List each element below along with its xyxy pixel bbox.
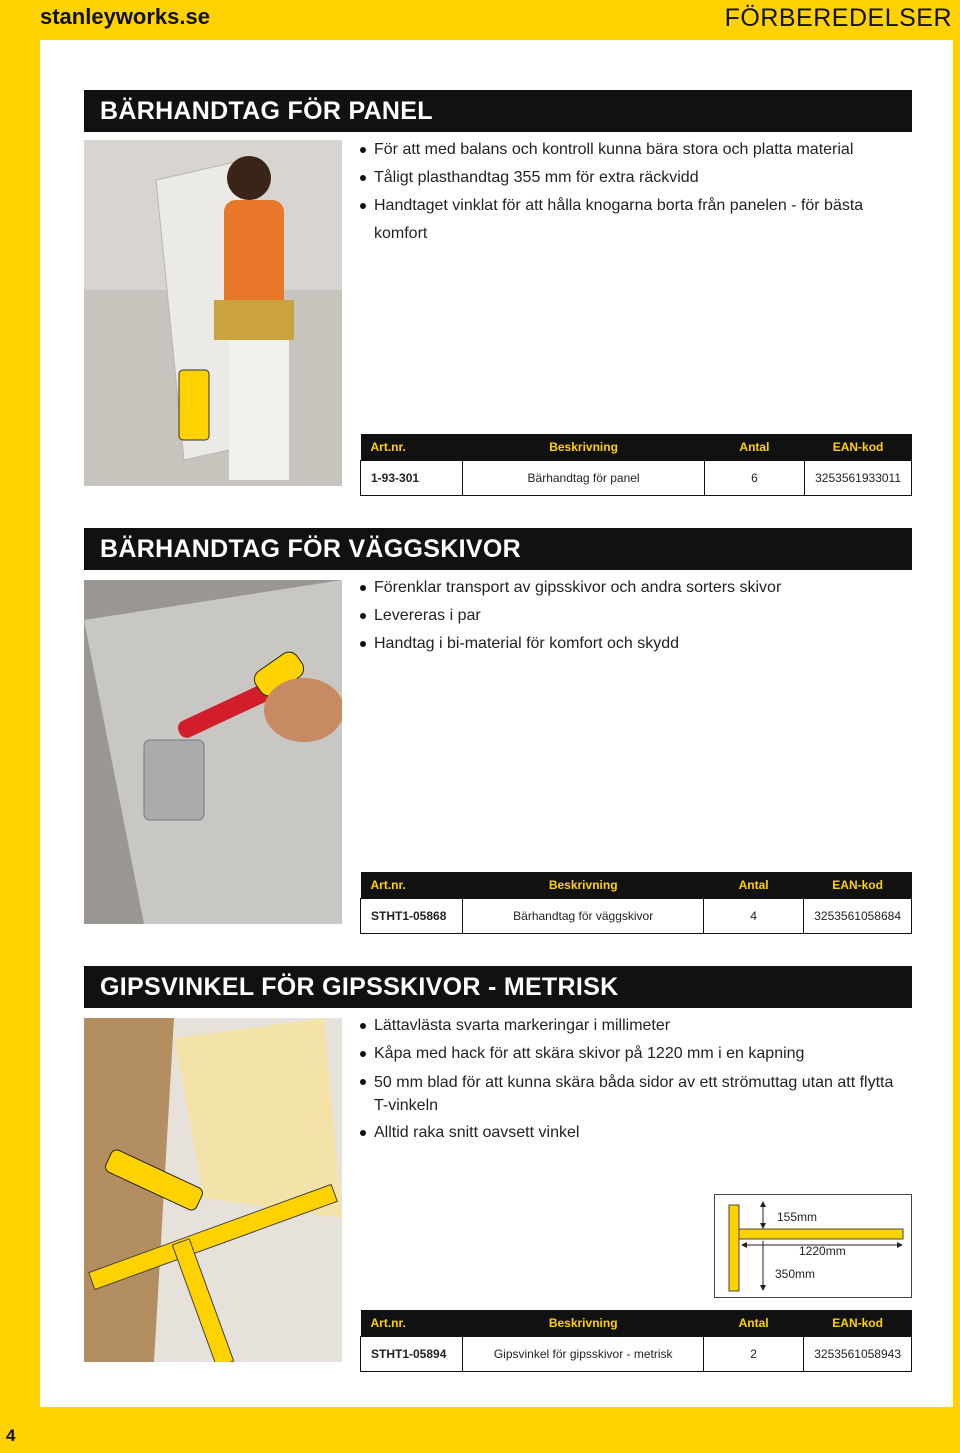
dimension-diagram — [714, 1194, 912, 1298]
cell-desc: Bärhandtag för väggskivor — [463, 899, 704, 934]
dimension-label: 1220mm — [799, 1244, 846, 1258]
feature-item: För att med balans och kontroll kunna bära stora och platta material — [360, 136, 910, 164]
product-table — [360, 434, 912, 496]
dimension-label: 350mm — [775, 1267, 816, 1281]
col-ean: EAN-kod — [805, 434, 912, 461]
site-name[interactable]: stanleyworks.se — [40, 4, 210, 29]
page-number: 4 — [6, 1426, 16, 1445]
table-row — [361, 899, 912, 934]
feature-item: Handtag i bi-material för komfort och skydd — [360, 630, 910, 658]
product-table — [360, 1310, 912, 1372]
feature-list — [360, 1012, 910, 1147]
col-ean: EAN-kod — [804, 1310, 912, 1337]
col-desc: Beskrivning — [463, 434, 704, 461]
product-title: GIPSVINKEL FÖR GIPSSKIVOR - METRISK — [84, 966, 912, 1008]
cell-art: STHT1-05868 — [361, 899, 463, 934]
product-title: BÄRHANDTAG FÖR PANEL — [84, 90, 912, 132]
feature-item: Förenklar transport av gipsskivor och andra sorters skivor — [360, 574, 910, 602]
cell-ean: 3253561058684 — [804, 899, 912, 934]
feature-item: Alltid raka snitt oavsett vinkel — [360, 1119, 910, 1147]
cell-desc: Bärhandtag för panel — [463, 461, 704, 496]
cell-desc: Gipsvinkel för gipsskivor - metrisk — [463, 1337, 704, 1372]
feature-item: Kåpa med hack för att skära skivor på 1220 mm i en kapning — [360, 1040, 910, 1068]
feature-list — [360, 574, 910, 658]
cell-qty: 6 — [704, 461, 804, 496]
section-title: FÖRBEREDELSER — [724, 4, 952, 32]
col-qty: Antal — [704, 434, 804, 461]
feature-item: 50 mm blad för att kunna skära båda sidor av ett strömuttag utan att flytta T-vinkeln — [360, 1068, 910, 1119]
feature-item: Lättavlästa svarta markeringar i millimeter — [360, 1012, 910, 1040]
dimension-label: 155mm — [777, 1210, 818, 1224]
feature-item: Handtaget vinklat för att hålla knogarna borta från panelen - för bästa komfort — [360, 192, 910, 248]
col-art: Art.nr. — [361, 1310, 463, 1337]
col-desc: Beskrivning — [463, 1310, 704, 1337]
col-desc: Beskrivning — [463, 872, 704, 899]
feature-list — [360, 136, 910, 248]
feature-item: Tåligt plasthandtag 355 mm för extra räckvidd — [360, 164, 910, 192]
product-title: BÄRHANDTAG FÖR VÄGGSKIVOR — [84, 528, 912, 570]
col-art: Art.nr. — [361, 872, 463, 899]
cell-qty: 4 — [704, 899, 804, 934]
cell-qty: 2 — [704, 1337, 804, 1372]
product-photo — [84, 1018, 342, 1362]
col-art: Art.nr. — [361, 434, 463, 461]
cell-ean: 3253561933011 — [805, 461, 912, 496]
col-qty: Antal — [704, 1310, 804, 1337]
cell-art: 1-93-301 — [361, 461, 463, 496]
product-photo — [84, 140, 342, 486]
table-row — [361, 461, 912, 496]
product-photo — [84, 580, 342, 924]
cell-art: STHT1-05894 — [361, 1337, 463, 1372]
feature-item: Levereras i par — [360, 602, 910, 630]
col-ean: EAN-kod — [804, 872, 912, 899]
cell-ean: 3253561058943 — [804, 1337, 912, 1372]
table-row — [361, 1337, 912, 1372]
col-qty: Antal — [704, 872, 804, 899]
product-table — [360, 872, 912, 934]
